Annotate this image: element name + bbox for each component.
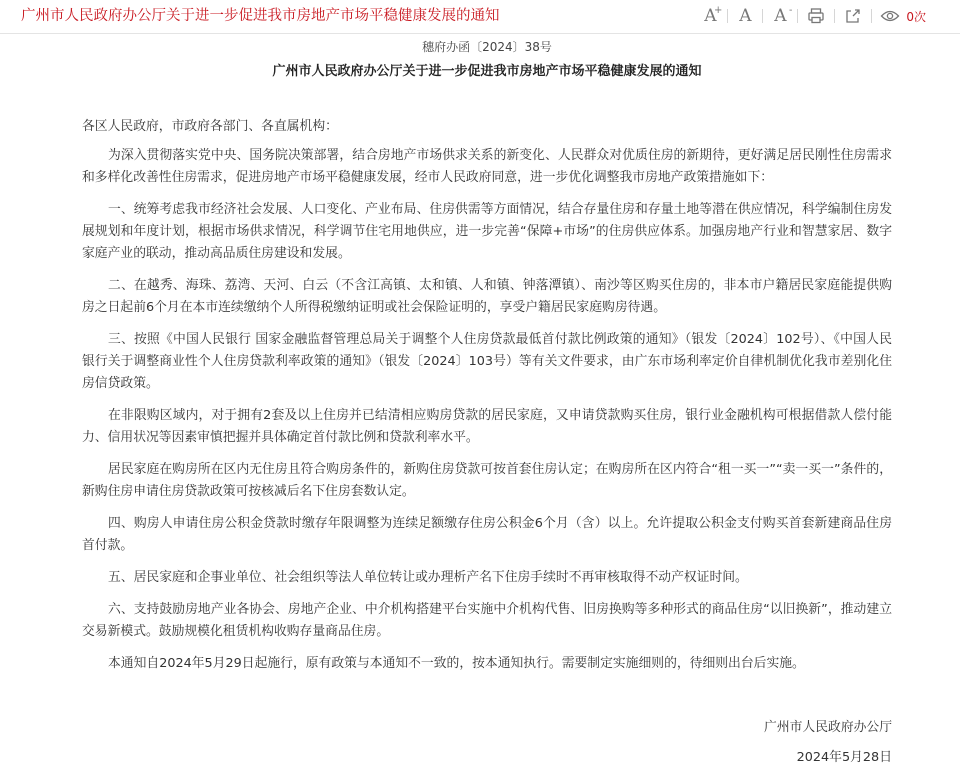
font-smaller-button[interactable]: A - [774, 5, 793, 26]
issuer: 广州市人民政府办公厅 [764, 720, 892, 735]
paragraph-4: 四、购房人申请住房公积金贷款时缴存年限调整为连续足额缴存住房公积金6个月（含）以上。允许提取公积金支付购买首套新建商品住房首付款。 [82, 516, 892, 553]
divider [834, 9, 835, 23]
minus-icon: - [788, 5, 793, 16]
paragraph-3a: 在非限购区域内，对于拥有2套及以上住房并已结清相应购房贷款的居民家庭，又申请贷款购买住房，银行业金融机构可根据借款人偿付能力、信用状况等因素审慎把握并具体确定首付款比例和贷款利率水平。 [82, 408, 892, 445]
page-title: 广州市人民政府办公厅关于进一步促进我市房地产市场平稳健康发展的通知 [21, 8, 500, 24]
divider [797, 9, 798, 23]
signature-block [764, 717, 892, 769]
paragraph-6: 六、支持鼓励房地产业各协会、房地产企业、中介机构搭建平台实施中介机构代售、旧房换购等多种形式的商品住房“以旧换新”，推动建立交易新模式。鼓励规模化租赁机构收购存量商品住房。 [82, 602, 892, 639]
font-larger-button[interactable]: A + [704, 5, 723, 26]
top-toolbar [0, 0, 960, 34]
reader-tools [699, 4, 926, 28]
divider [762, 9, 763, 23]
paragraph-1: 一、统筹考虑我市经济社会发展、人口变化、产业布局、住房供需等方面情况，结合存量住房和存量土地等潜在供应情况，科学编制住房发展规划和年度计划，根据市场供求情况，科学调节住宅用地供应，进一步完善“保障+市场”的住房供应体系。加强房地产行业和智慧家居、数字家庭产业的联动，推动高品质住房建设和发展。 [82, 202, 892, 261]
paragraph-intro: 为深入贯彻落实党中央、国务院决策部署，结合房地产市场供求关系的新变化、人民群众对优质住房的新期待，更好满足居民刚性住房需求和多样化改善性住房需求，促进房地产市场平稳健康发展，经市人民政府同意，进一步优化调整我市房地产政策措施如下： [82, 148, 892, 185]
share-button[interactable] [841, 4, 865, 28]
eye-icon [880, 8, 900, 24]
document-number: 穗府办函〔2024〕38号 [422, 40, 552, 54]
print-button[interactable] [804, 4, 828, 28]
share-icon [844, 7, 862, 25]
divider [871, 9, 872, 23]
salutation: 各区人民政府，市政府各部门、各直属机构： [82, 119, 338, 134]
divider [727, 9, 728, 23]
issue-date: 2024年5月28日 [796, 750, 892, 765]
plus-icon: + [713, 5, 723, 16]
paragraph-5: 五、居民家庭和企事业单位、社会组织等法人单位转让或办理析产名下住房手续时不再审核取得不动产权证时间。 [108, 570, 748, 585]
document-body [82, 33, 892, 765]
paragraph-effective: 本通知自2024年5月29日起施行，原有政策与本通知不一致的，按本通知执行。需要制定实施细则的，待细则出台后实施。 [108, 656, 805, 671]
print-icon [807, 7, 825, 25]
views-indicator [878, 4, 902, 28]
paragraph-3: 三、按照《中国人民银行 国家金融监督管理总局关于调整个人住房贷款最低首付款比例政策的通知》（银发〔2024〕102号）、《中国人民银行关于调整商业性个人住房贷款利率政策的通知》（银发〔2024〕103号）等有关文件要求，由广东市场利率定价自律机制优化我市差别化住房信贷政策。 [82, 332, 892, 391]
document-title: 广州市人民政府办公厅关于进一步促进我市房地产市场平稳健康发展的通知 [272, 64, 702, 79]
paragraph-3b: 居民家庭在购房所在区内无住房且符合购房条件的，新购住房贷款可按首套住房认定；在购房所在区内符合“租一买一”“卖一买一”条件的，新购住房申请住房贷款政策可按核减后名下住房套数认定。 [82, 462, 892, 499]
font-normal-button[interactable]: A [739, 6, 752, 26]
views-count: 0次 [906, 9, 926, 24]
paragraph-2: 二、在越秀、海珠、荔湾、天河、白云（不含江高镇、太和镇、人和镇、钟落潭镇）、南沙等区购买住房的，非本市户籍居民家庭能提供购房之日起前6个月在本市连续缴纳个人所得税缴纳证明或社会保险证明的，享受户籍居民家庭购房待遇。 [82, 278, 892, 315]
